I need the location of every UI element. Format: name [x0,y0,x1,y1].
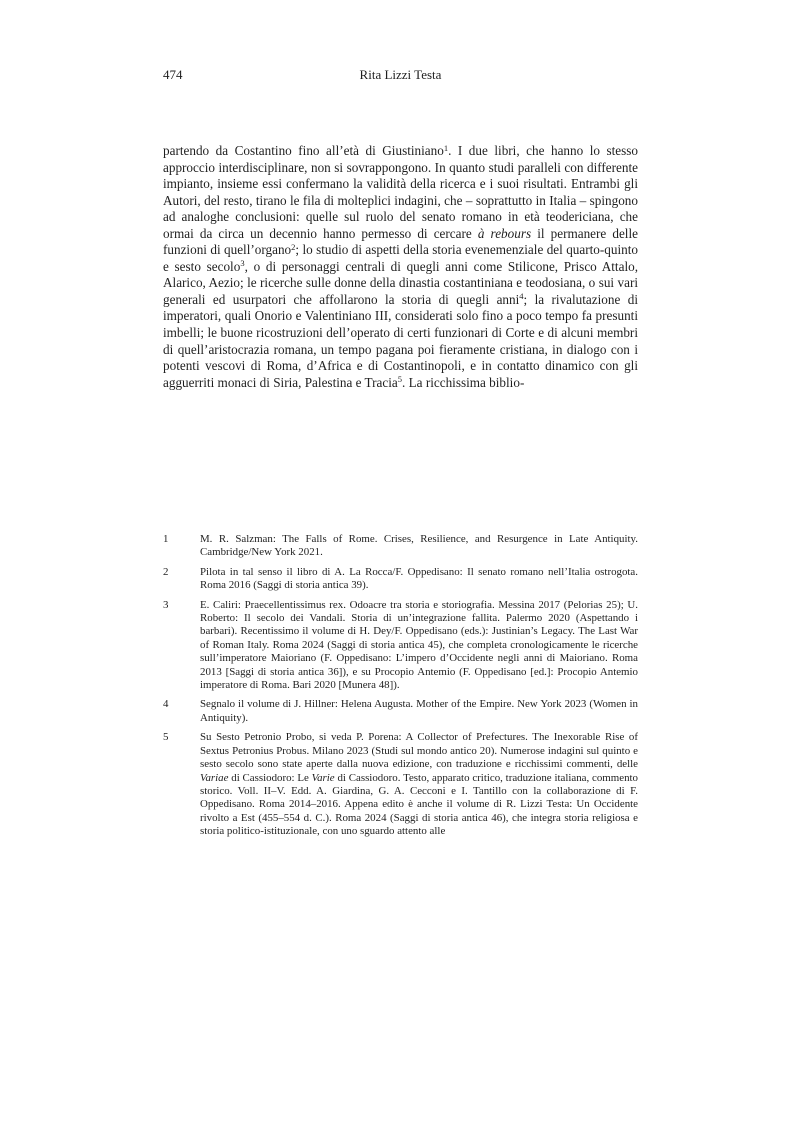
footnote-number: 5 [163,731,169,744]
footnote-number: 1 [163,533,169,545]
footnotes-list [163,533,638,839]
footnote-text: Segnalo il volume di J. Hillner: Helena Augusta. Mother of the Empire. New York 2023 (Women in Antiquity). [200,698,638,724]
body-text-block [163,143,638,391]
footnote-marker: 4 [519,291,524,302]
footnote-marker: 3 [240,258,245,269]
page-number: 474 [163,67,183,82]
footnote-item [163,566,638,593]
footnote-item [163,599,638,693]
footnote-marker: 5 [397,374,403,385]
italic-phrase: Variae [200,771,229,784]
footnote-number: 3 [163,598,169,611]
footnote-item [163,698,638,725]
italic-phrase: Varie [311,771,335,784]
page-header [163,67,638,83]
footnote-marker: 1 [443,142,449,153]
footnote-number: 4 [163,698,169,711]
footnote-text: Su Sesto Petronio Probo, si veda P. Porena: A Collector of Prefectures. The Inexorable Rise of Sextus Petronius Probus. Milano 2023 (Studi sul mondo antico 20). Numerose indagini sul quinto e sesto secolo sono state aperte dalla nuova edizione, con traduzione e ricchissimi commenti, delle Variae di Cassiodoro: Le Varie di Cassiodoro. Testo, apparato critico, traduzione italiana, commento storico. Voll. II–V. Edd. A. Giardina, G. A. Cecconi e I. Tantillo con la collaborazione di F. Oppedisano. Roma 2014–2016. Appena edito è anche il volume di R. Lizzi Testa: Un Occidente rivolto a Est (455–554 d. C.). Roma 2024 (Saggi di storia antica 46), che integra storia religiosa e storia politico-istituzionale, con uno sguardo attento alle [200,731,638,838]
footnotes-section [163,533,638,839]
footnote-marker: 2 [291,241,296,252]
footnote-text: E. Caliri: Praecellentissimus rex. Odoacre tra storia e storiografia. Messina 2017 (Pelorias 25); U. Roberto: Il secolo dei Vandali. Storia di un’integrazione fallita. Palermo 2020 (Aspettando i barbari). Recentissimo il volume di H. Dey/F. Oppedisano (eds.): Justinian’s Legacy. The Last War of Roman Italy. Roma 2024 (Saggi di storia antica 45), che completa cronologicamente le ricerche sull’imperatore Maioriano (F. Oppedisano: L’impero d’Occidente negli anni di Maioriano. Roma 2013 [Saggi di storia antica 36]), e su Procopio Antemio (F. Oppedisano [ed.]: Procopio Antemio imperatore di Roma. Bari 2020 [Munera 48]). [200,598,638,692]
footnote-item [163,731,638,838]
running-head: Rita Lizzi Testa [359,67,442,82]
body-paragraph: partendo da Costantino fino all’età di Giustiniano$^1$. I due libri, che hanno lo stesso approccio interdisciplinare, non si sovrappongono. In quanto studi paralleli con differente impianto, insieme essi confermano la validità della ricerca e i suoi risultati. Entrambi gli Autori, del resto, tirano le fila di molteplici indagini, che – soprattutto in Italia – spingono ad analoghe conclusioni: quelle sul ruolo del senato romano in età teodericiana, che ormai da circa un decennio hanno permesso di cercare à rebours il permanere delle funzioni di quell’organo$^2$; lo studio di aspetti della storia evenemenziale del quarto-quinto e sesto secolo$^3$, o di personaggi centrali di quegli anni come Stilicone, Prisco Attalo, Alarico, Aezio; le ricerche sulle donne della dinastia costantiniana e teodosiana, o sui vari generali ed usurpatori che affollarono la storia di quegli anni$^4$; la rivalutazione di imperatori, quali Onorio e Valentiniano III, considerati solo fino a poco tempo fa presunti imbelli; le buone ricostruzioni dell’operato di certi funzionari di Corte e di alcuni membri di quell’aristocrazia romana, un tempo pagana poi fieramente cristiana, in dialogo con i potenti vescovi di Roma, d’Africa e di Costantinopoli, e in contatto dinamico con gli agguerriti monaci di Siria, Palestina e Tracia$^5$. La ricchissima biblio- [163,142,639,390]
footnote-item [163,533,638,560]
footnote-text: M. R. Salzman: The Falls of Rome. Crises, Resilience, and Resurgence in Late Antiquity. Cambridge/New York 2021. [200,533,638,559]
footnote-number: 2 [163,565,169,578]
italic-phrase: à rebours [477,225,532,241]
footnote-text: Pilota in tal senso il libro di A. La Rocca/F. Oppedisano: Il senato romano nell’Italia ostrogota. Roma 2016 (Saggi di storia antica 39). [200,565,638,592]
